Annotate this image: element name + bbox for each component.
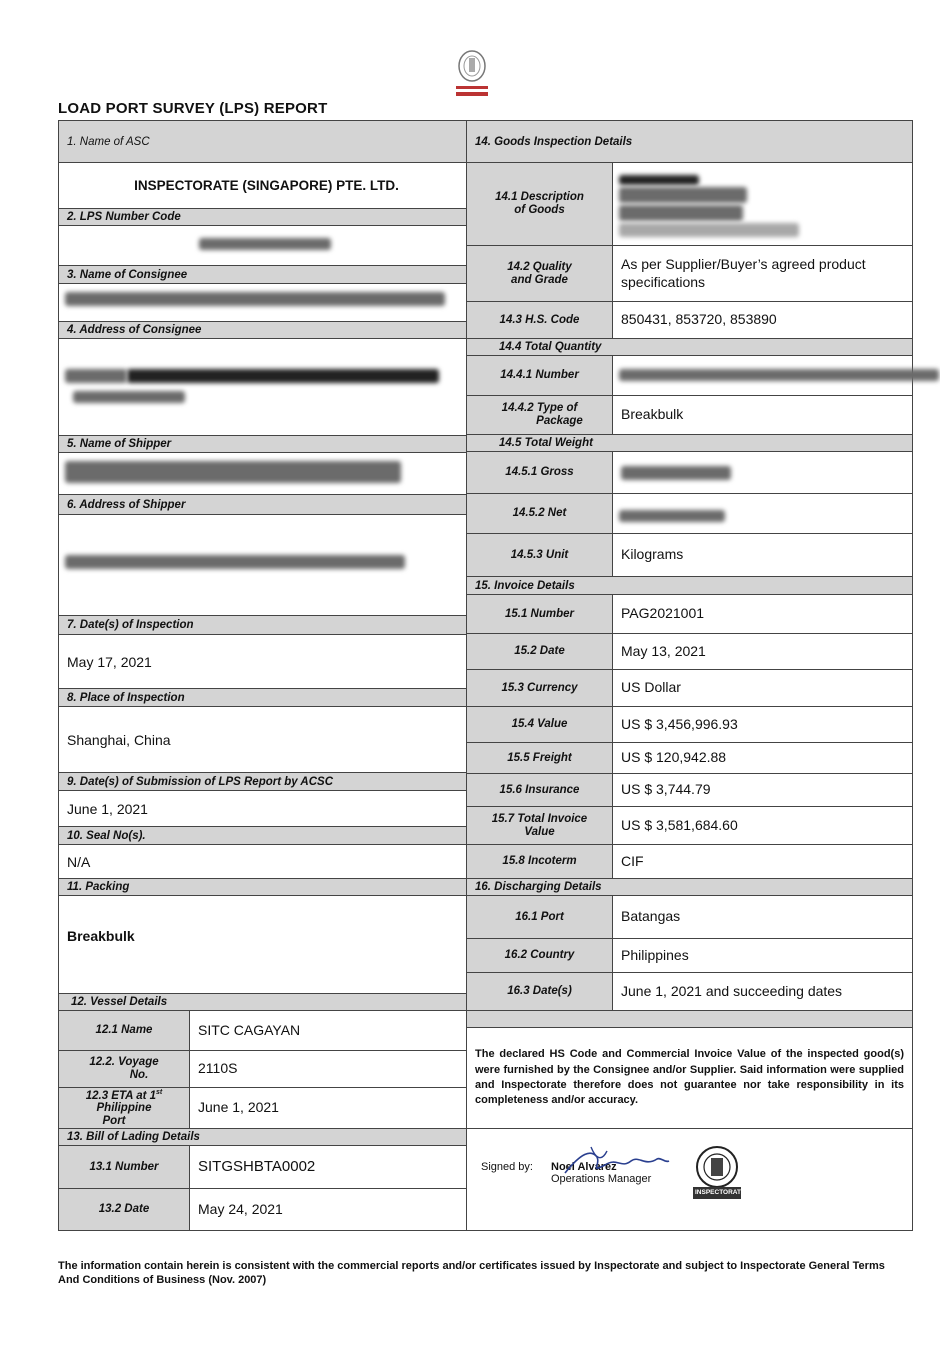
submission-date: June 1, 2021 bbox=[59, 791, 466, 827]
section-10-label: 10. Seal No(s). bbox=[59, 827, 466, 845]
invoice-row bbox=[467, 595, 912, 634]
discharge-port: Batangas bbox=[621, 908, 681, 925]
signature-scribble bbox=[561, 1143, 671, 1183]
invoice-label: 15.3 Currency bbox=[467, 670, 613, 706]
quality-grade: As per Supplier/Buyer’s agreed product specifications bbox=[621, 256, 866, 290]
signer-title: Operations Manager bbox=[551, 1173, 652, 1185]
invoice-label: 15.5 Freight bbox=[467, 743, 613, 773]
left-column bbox=[59, 121, 467, 1230]
invoice-row bbox=[467, 634, 912, 670]
invoice-row bbox=[467, 707, 912, 743]
gross-label: 14.5.1 Gross bbox=[467, 452, 613, 493]
section-9-label: 9. Date(s) of Submission of LPS Report by ACSC bbox=[59, 773, 466, 791]
description-row bbox=[467, 163, 912, 246]
invoice-row bbox=[467, 774, 912, 807]
hs-disclaimer: The declared HS Code and Commercial Invoice Value of the inspected good(s) were furnished by the Consignee and/or Supplier. Said information were supplied and Inspectorate therefore does not guarantee nor take responsibility in its completeness and/or accuracy. bbox=[467, 1028, 912, 1129]
shipper-address-redacted bbox=[59, 515, 466, 616]
eta-date: June 1, 2021 bbox=[198, 1099, 279, 1116]
invoice-label: 15.7 Total Invoice Value bbox=[467, 807, 613, 844]
qty-type-label: 14.4.2 Type of Package bbox=[467, 396, 613, 434]
page-title: LOAD PORT SURVEY (LPS) REPORT bbox=[58, 100, 328, 117]
discharge-dates-row bbox=[467, 973, 912, 1011]
bureau-veritas-logo bbox=[450, 48, 494, 102]
bl-date-row bbox=[59, 1189, 466, 1230]
package-type: Breakbulk bbox=[621, 406, 684, 423]
invoice-value: US $ 120,942.88 bbox=[621, 749, 727, 766]
stamp-text: INSPECTORATE bbox=[695, 1189, 746, 1196]
invoice-row bbox=[467, 670, 912, 707]
invoice-value: US $ 3,456,996.93 bbox=[621, 715, 738, 732]
unit-row bbox=[467, 534, 912, 577]
section-6-label: 6. Address of Shipper bbox=[59, 495, 466, 515]
voyage-label: 12.2. Voyage No. bbox=[59, 1051, 190, 1087]
signer-name: Noel Alvarez bbox=[551, 1161, 617, 1173]
inspectorate-stamp bbox=[689, 1143, 745, 1203]
invoice-label: 15.6 Insurance bbox=[467, 774, 613, 806]
section-11-label: 11. Packing bbox=[59, 879, 466, 896]
invoice-row bbox=[467, 807, 912, 845]
invoice-label: 15.4 Value bbox=[467, 707, 613, 742]
section-5-label: 5. Name of Shipper bbox=[59, 436, 466, 453]
section-15-label: 15. Invoice Details bbox=[467, 577, 912, 595]
section-3-label: 3. Name of Consignee bbox=[59, 266, 466, 284]
net-row bbox=[467, 494, 912, 534]
bl-date-label: 13.2 Date bbox=[59, 1189, 190, 1230]
country-row bbox=[467, 939, 912, 973]
section-4-label: 4. Address of Consignee bbox=[59, 322, 466, 339]
discharge-dates: June 1, 2021 and succeeding dates bbox=[621, 982, 843, 999]
gross-row bbox=[467, 452, 912, 494]
goods-description-redacted bbox=[613, 163, 912, 245]
consignee-address-redacted bbox=[59, 339, 466, 436]
voyage-row bbox=[59, 1051, 466, 1088]
invoice-value: US $ 3,581,684.60 bbox=[621, 816, 738, 833]
net-label: 14.5.2 Net bbox=[467, 494, 613, 533]
section-13-label: 13. Bill of Lading Details bbox=[59, 1129, 466, 1146]
weight-unit: Kilograms bbox=[621, 546, 684, 563]
country-label: 16.2 Country bbox=[467, 939, 613, 972]
quality-label: 14.2 Quality and Grade bbox=[467, 246, 613, 301]
qty-number-redacted bbox=[613, 356, 912, 395]
lps-number-redacted bbox=[59, 226, 466, 266]
lps-report-form bbox=[58, 120, 913, 1231]
bl-number: SITGSHBTA0002 bbox=[198, 1157, 316, 1175]
hs-code-label: 14.3 H.S. Code bbox=[467, 302, 613, 338]
qty-number-row bbox=[467, 356, 912, 396]
net-weight-redacted bbox=[613, 494, 912, 533]
invoice-value: US $ 3,744.79 bbox=[621, 781, 711, 798]
signed-by-label: Signed by: bbox=[481, 1161, 533, 1173]
right-column bbox=[467, 121, 912, 1230]
section-1-label: 1. Name of ASC bbox=[59, 121, 466, 163]
invoice-row bbox=[467, 743, 912, 774]
total-quantity-label: 14.4 Total Quantity bbox=[467, 339, 912, 356]
discharge-dates-label: 16.3 Date(s) bbox=[467, 973, 613, 1010]
invoice-row bbox=[467, 845, 912, 879]
inspection-place: Shanghai, China bbox=[59, 707, 466, 773]
section-8-label: 8. Place of Inspection bbox=[59, 689, 466, 707]
consignee-name-redacted bbox=[59, 284, 466, 322]
inspection-date: May 17, 2021 bbox=[59, 635, 466, 689]
port-row bbox=[467, 896, 912, 939]
seal-number: N/A bbox=[59, 845, 466, 879]
signature-block bbox=[467, 1129, 912, 1230]
qty-type-row bbox=[467, 396, 912, 435]
vessel-name-row bbox=[59, 1011, 466, 1051]
section-7-label: 7. Date(s) of Inspection bbox=[59, 616, 466, 635]
invoice-label: 15.2 Date bbox=[467, 634, 613, 669]
spacer-bar bbox=[467, 1011, 912, 1028]
unit-label: 14.5.3 Unit bbox=[467, 534, 613, 576]
packing: Breakbulk bbox=[59, 896, 466, 994]
bl-date: May 24, 2021 bbox=[198, 1200, 283, 1217]
port-label: 16.1 Port bbox=[467, 896, 613, 938]
eta-label: 12.3 ETA at 1st Philippine Port bbox=[59, 1088, 190, 1128]
invoice-label: 15.1 Number bbox=[467, 595, 613, 633]
shipper-name-redacted bbox=[59, 453, 466, 495]
bl-number-row bbox=[59, 1146, 466, 1189]
gross-weight-redacted bbox=[613, 452, 912, 493]
invoice-value: US Dollar bbox=[621, 679, 681, 696]
invoice-value: CIF bbox=[621, 852, 644, 869]
section-14-label: 14. Goods Inspection Details bbox=[467, 121, 912, 163]
invoice-value: PAG2021001 bbox=[621, 605, 705, 622]
invoice-label: 15.8 Incoterm bbox=[467, 845, 613, 878]
section-2-label: 2. LPS Number Code bbox=[59, 209, 466, 226]
voyage-number: 2110S bbox=[198, 1060, 238, 1077]
vessel-name-label: 12.1 Name bbox=[59, 1011, 190, 1050]
hs-code: 850431, 853720, 853890 bbox=[621, 311, 777, 328]
invoice-value: May 13, 2021 bbox=[621, 642, 706, 659]
bl-number-label: 13.1 Number bbox=[59, 1146, 190, 1188]
qty-number-label: 14.4.1 Number bbox=[467, 356, 613, 395]
vessel-name: SITC CAGAYAN bbox=[198, 1021, 301, 1038]
eta-row bbox=[59, 1088, 466, 1129]
section-16-label: 16. Discharging Details bbox=[467, 879, 912, 896]
description-label: 14.1 Description of Goods bbox=[467, 163, 613, 245]
discharge-country: Philippines bbox=[621, 946, 689, 963]
footer-disclaimer: The information contain herein is consistent with the commercial reports and/or certificates issued by Inspectorate and subject to Inspectorate General Terms And Conditions of Business (Nov. 2007) bbox=[58, 1260, 885, 1287]
quality-row bbox=[467, 246, 912, 302]
section-12-label: 12. Vessel Details bbox=[59, 994, 466, 1011]
total-weight-label: 14.5 Total Weight bbox=[467, 435, 912, 452]
asc-name: INSPECTORATE (SINGAPORE) PTE. LTD. bbox=[59, 163, 466, 209]
hs-code-row bbox=[467, 302, 912, 339]
